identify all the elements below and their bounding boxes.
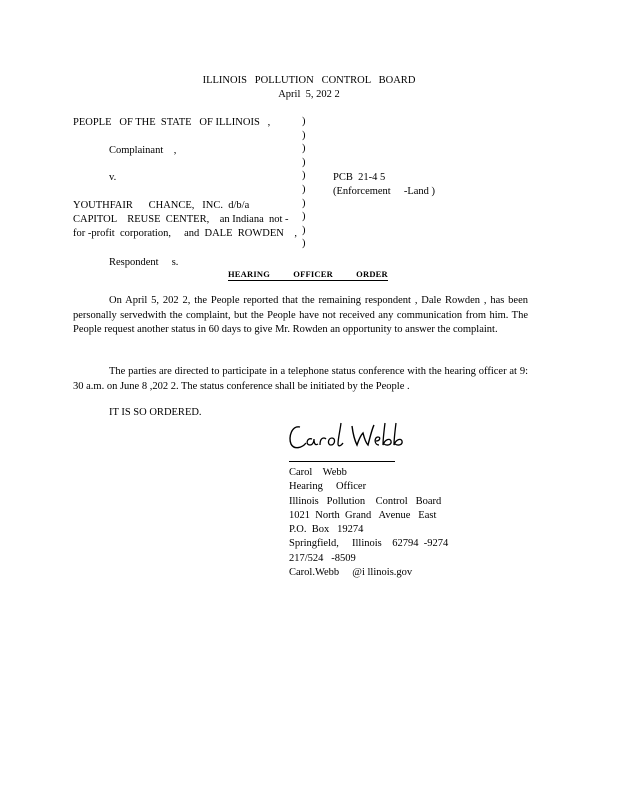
- signer-po-box: P.O. Box 19274: [289, 524, 364, 536]
- signer-name: Carol Webb: [289, 467, 347, 478]
- case-number: PCB 21-4 5: [333, 172, 386, 183]
- respondent-line-3: for -profit corporation, and DALE ROWDEN ,: [73, 228, 297, 239]
- case-type: (Enforcement -Land ): [333, 186, 436, 197]
- signer-title: Hearing Officer: [289, 481, 367, 493]
- respondent-label: Respondent s.: [109, 257, 179, 268]
- paren: ): [302, 197, 306, 209]
- signer-phone: 217/524 -8509: [289, 552, 356, 564]
- signature-line: [289, 461, 395, 462]
- paragraph-status-report: On April 5, 202 2, the People reported that the remaining respondent , Dale Rowden , has been personally servedwith the complaint, but the People have not received any communication from him. The People request another status in 60 days to give Mr. Rowden an opportunity to answer the complaint.: [73, 295, 528, 336]
- signer-agency: Illinois Pollution Control Board: [289, 495, 442, 507]
- complainant-label: Complainant ,: [109, 145, 177, 156]
- so-ordered: IT IS SO ORDERED.: [109, 407, 202, 418]
- paren: ): [302, 129, 306, 141]
- paren: ): [302, 143, 306, 155]
- signer-city: Springfield, Illinois 62794 -9274: [289, 538, 449, 550]
- hearing-officer-address: [289, 466, 448, 580]
- paren: ): [302, 183, 306, 195]
- versus-label: v.: [109, 172, 117, 183]
- signer-street: 1021 North Grand Avenue East: [289, 509, 437, 521]
- order-date: April 5, 202 2: [278, 89, 340, 100]
- paren: ): [302, 116, 306, 127]
- respondent-line-2: CAPITOL REUSE CENTER, an Indiana not -: [73, 214, 289, 225]
- agency-name: ILLINOIS POLLUTION CONTROL BOARD: [202, 75, 416, 86]
- handwritten-signature: [286, 417, 416, 457]
- order-title: HEARING OFFICER ORDER: [228, 269, 388, 279]
- paren: ): [302, 170, 306, 182]
- respondent-line-1: YOUTHFAIR CHANCE, INC. d/b/a: [73, 200, 250, 211]
- caption-parentheses: [302, 115, 306, 251]
- paren: ): [302, 156, 306, 168]
- paragraph-status-conference: The parties are directed to participate in a telephone status conference with the hearing officer at 9: 30 a.m. on June 8 ,202 2. The status conference shall be initiated by the People .: [73, 366, 528, 392]
- complainant-party: PEOPLE OF THE STATE OF ILLINOIS ,: [73, 117, 271, 128]
- paren: ): [302, 238, 306, 250]
- paren: ): [302, 224, 306, 236]
- signer-email: Carol.Webb @i llinois.gov: [289, 567, 413, 579]
- paren: ): [302, 211, 306, 223]
